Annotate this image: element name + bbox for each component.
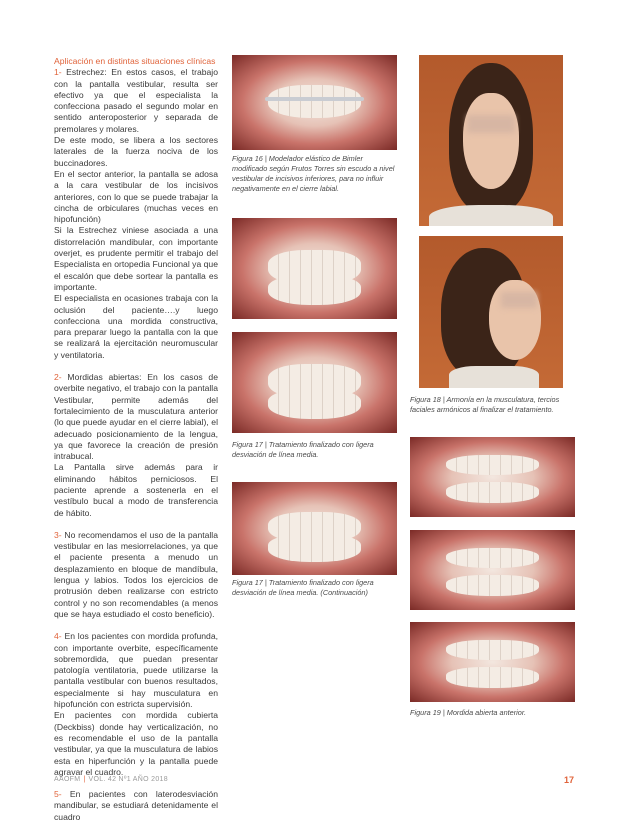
- figure-19-photo-1: [410, 437, 575, 517]
- paragraph-2a: Mordidas abiertas: En los casos de overbite negativo, el trabajo con la pantalla Vestibular, permite además del fortalecimiento de la musculatura anterior (lo que puede ayudar en el cierre labial), el adecuado posicionamiento de la lengua, ya que favorece la creación de presión intrabucal.: [54, 372, 218, 462]
- paragraph-3a: No recomendamos el uso de la pantalla vestibular en las mesiorrelaciones, ya que el paciente presenta a menudo un desplazamiento en bloque de mandíbula, lengua y labios. Todos los ejercicios de protrusión deben realizarse con estricto control y no son recomendables (a menos que se haya estudiado el costo beneficio).: [54, 529, 218, 619]
- figure-17b-caption: Figura 17 | Tratamiento finalizado con ligera desviación de línea media. (Continuación): [232, 578, 374, 597]
- item-number-3: 3-: [54, 529, 62, 540]
- figure-19-photo-3: [410, 622, 575, 702]
- paragraph-5a: En pacientes con laterodesviación mandibular, se estudiará detenidamente el cuadro: [54, 789, 218, 822]
- figure-17-photo-2: [232, 332, 397, 433]
- section-heading: Aplicación en distintas situaciones clínicas: [54, 56, 216, 66]
- footer-separator: |: [83, 776, 86, 783]
- figure-16-photo: [232, 55, 397, 150]
- page-number: 17: [564, 775, 575, 785]
- figure-17-photo-3: [232, 482, 397, 575]
- figure-18-caption: Figura 18 | Armonía en la musculatura, tercios faciales armónicos al finalizar el tratamiento.: [410, 395, 560, 414]
- paragraph-1b: De este modo, se libera a los sectores laterales de la fuerza nociva de los buccinadores.: [54, 135, 218, 168]
- item-number-4: 4-: [54, 631, 62, 642]
- item-number-1: 1-: [54, 67, 62, 78]
- item-number-5: 5-: [54, 789, 62, 800]
- figure-19-photo-2: [410, 530, 575, 610]
- figure-18-frontal-portrait: [419, 55, 563, 226]
- paragraph-4a: En los pacientes con mordida profunda, con importante overbite, específicamente sobremordida, que puedan presentar patología ventilatoria, puede utilizarse la pantalla vestibular con buenos resultados, especialmente si hay musculatura en hipofunción con estricta supervisión.: [54, 631, 218, 710]
- body-text-column: [54, 56, 218, 834]
- paragraph-1e: El especialista en ocasiones trabaja con la oclusión del paciente….y luego confecciona una mordida constructiva, para preparar luego la pantalla con la que se realizará la ejercitación neuromuscular y ventilatoria.: [54, 293, 218, 360]
- figure-18-profile-portrait: [419, 236, 563, 388]
- journal-issue: VOL. 42 Nº1 AÑO 2018: [88, 776, 168, 783]
- paragraph-1d: Si la Estrechez viniese asociada a una distorrelación mandibular, con importante overjet, es prudente permitir el trabajo del Especialista en ortopedia Funcional ya que el escalón que debe sortear la pantalla es importante.: [54, 225, 218, 292]
- paragraph-2b: La Pantalla sirve además para ir eliminando hábitos perniciosos. El paciente aprende a sostenerla en el vestíbulo bucal a modo de transferencia de hábito.: [54, 462, 218, 518]
- figure-17-photo-1: [232, 218, 397, 319]
- figure-19-caption: Figura 19 | Mordida abierta anterior.: [410, 708, 527, 717]
- journal-name: AAOFM: [54, 776, 81, 783]
- paragraph-1c: En el sector anterior, la pantalla se adosa a la cara vestibular de los incisivos anteriores, con lo que se puede trabajar la cincha de orbiculares (muchas veces en hipofunción): [54, 168, 218, 225]
- figure-16-caption: Figura 16 | Modelador elástico de Bimler modificado según Frutos Torres sin escudo a nivel vestibular de incisivos inferiores, para no influir negativamente en el cierre labial.: [232, 154, 395, 193]
- figure-17-caption: Figura 17 | Tratamiento finalizado con ligera desviación de línea media.: [232, 440, 374, 459]
- footer-journal-info: [54, 776, 168, 783]
- item-number-2: 2-: [54, 372, 62, 383]
- paragraph-1a: Estrechez: En estos casos, el trabajo con la pantalla vestibular, resulta ser efectivo ya que el especialista la confecciona pasado el segundo molar en sentido anteroposterior y separada de premolares y molares.: [54, 67, 218, 134]
- paragraph-4b: En pacientes con mordida cubierta (Deckbiss) donde hay verticalización, no es recomendable el uso de la pantalla vestibular, ya que la musculatura de labios esta en hiperfunción y la pantalla puede agravar el cuadro.: [54, 710, 218, 777]
